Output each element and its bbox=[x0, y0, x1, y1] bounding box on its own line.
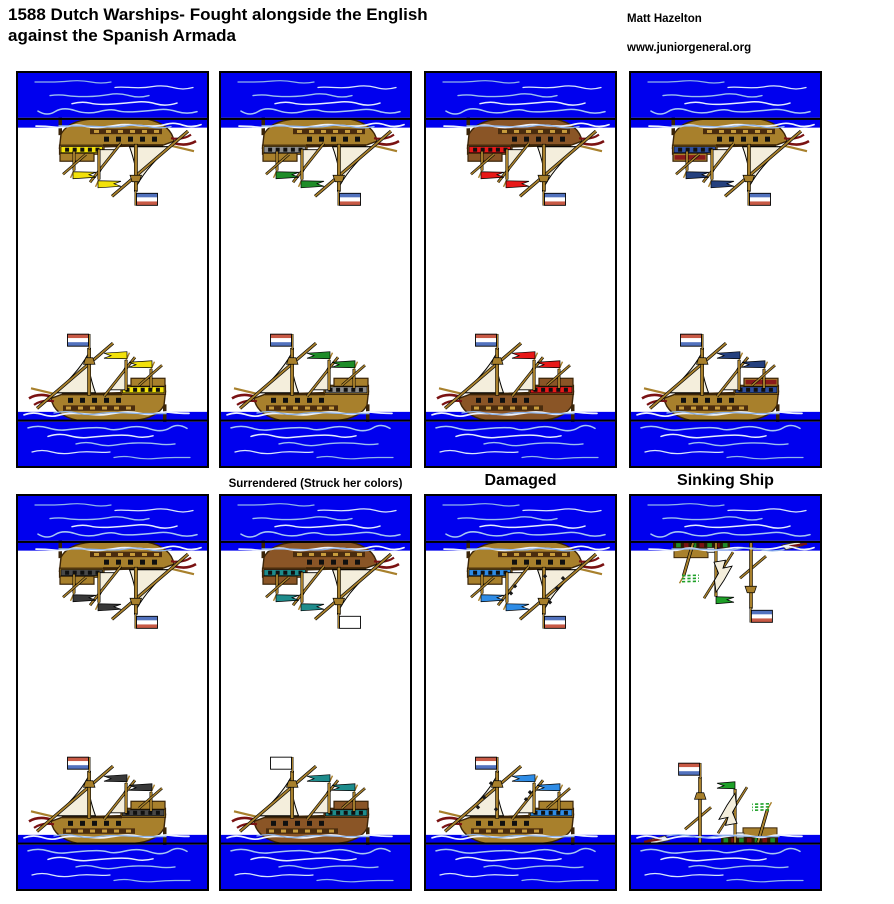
warship-yellow-squadron-scene bbox=[18, 270, 207, 467]
gunport bbox=[283, 397, 288, 402]
waterline bbox=[426, 541, 615, 543]
gunport bbox=[717, 137, 722, 142]
warship-black-squadron-scene bbox=[18, 693, 207, 890]
gunport bbox=[116, 397, 121, 402]
water-band bbox=[631, 421, 820, 466]
waterline bbox=[18, 118, 207, 120]
waterline bbox=[18, 541, 207, 543]
waterline bbox=[631, 842, 820, 844]
gunport bbox=[307, 820, 312, 825]
crows-nest bbox=[745, 586, 757, 593]
mizzen-mast bbox=[276, 151, 278, 170]
card-damaged-ship bbox=[424, 494, 617, 891]
gunport bbox=[283, 820, 288, 825]
warship-black-squadron-inverted-half bbox=[18, 496, 207, 693]
waterline bbox=[631, 419, 820, 421]
dutch-flag bbox=[545, 616, 566, 628]
gunport bbox=[512, 820, 517, 825]
water-band bbox=[18, 421, 207, 466]
gunport bbox=[331, 137, 336, 142]
card-black-squadron bbox=[16, 494, 209, 891]
warship-damaged-upright-half bbox=[426, 693, 615, 890]
gunport bbox=[128, 560, 133, 565]
water-band bbox=[221, 496, 410, 541]
poop-deck bbox=[334, 378, 368, 386]
gunport bbox=[307, 560, 312, 565]
gunport bbox=[548, 560, 553, 565]
gunport bbox=[116, 820, 121, 825]
warship-red-squadron-upright-half bbox=[426, 270, 615, 467]
warship-red-squadron-scene bbox=[426, 270, 615, 467]
mizzen-mast bbox=[150, 369, 152, 388]
gunport bbox=[536, 137, 541, 142]
warship-sinking-upright-half bbox=[631, 693, 820, 890]
page-title-line1: 1588 Dutch Warships- Fought alongside the English bbox=[8, 5, 428, 24]
gunport bbox=[512, 137, 517, 142]
caption-surrendered: Surrendered (Struck her colors) bbox=[228, 478, 403, 490]
wale-band bbox=[266, 828, 338, 834]
warship-sinking-inverted-half bbox=[631, 496, 820, 693]
gunport bbox=[524, 560, 529, 565]
mid-mast bbox=[301, 572, 304, 602]
dutch-flag bbox=[137, 616, 158, 628]
gunport bbox=[152, 137, 157, 142]
card-yellow-squadron bbox=[16, 71, 209, 468]
main-mast bbox=[291, 348, 294, 395]
mizzen-mast bbox=[353, 369, 355, 388]
gunport bbox=[765, 137, 770, 142]
gunport bbox=[104, 820, 109, 825]
gunport bbox=[729, 397, 734, 402]
gunport bbox=[319, 820, 324, 825]
main-mast bbox=[699, 777, 702, 843]
waterline bbox=[221, 118, 410, 120]
mizzen-mast bbox=[558, 369, 560, 388]
mizzen-mast bbox=[481, 574, 483, 593]
warship-surrendered-scene bbox=[221, 693, 410, 890]
gunport bbox=[560, 137, 565, 142]
warship-damaged-scene bbox=[426, 496, 615, 693]
gunport bbox=[343, 560, 348, 565]
mizzen-mast bbox=[481, 151, 483, 170]
gunport bbox=[307, 137, 312, 142]
waterline bbox=[631, 541, 820, 543]
gunport bbox=[741, 137, 746, 142]
crows-nest bbox=[492, 780, 504, 787]
card-blue-squadron bbox=[629, 71, 822, 468]
water-band bbox=[631, 844, 820, 889]
gunport bbox=[68, 397, 73, 402]
card-sinking-ship bbox=[629, 494, 822, 891]
gunport bbox=[104, 560, 109, 565]
gunport bbox=[548, 137, 553, 142]
main-mast bbox=[337, 144, 340, 191]
main-mast bbox=[747, 144, 750, 191]
gunport bbox=[295, 397, 300, 402]
gunport bbox=[536, 560, 541, 565]
mid-mast bbox=[506, 572, 509, 602]
poop-deck bbox=[60, 576, 94, 584]
mid-mast bbox=[125, 360, 128, 390]
poop-deck bbox=[539, 378, 573, 386]
gunport bbox=[512, 560, 517, 565]
gunport bbox=[355, 560, 360, 565]
website-credit: www.juniorgeneral.org bbox=[627, 42, 752, 54]
waterline bbox=[221, 541, 410, 543]
mid-mast bbox=[301, 149, 304, 179]
main-mast bbox=[337, 567, 340, 614]
crows-nest bbox=[538, 598, 550, 605]
crows-nest bbox=[287, 357, 299, 364]
gunport bbox=[128, 137, 133, 142]
waterline bbox=[221, 842, 410, 844]
warship-sinking-scene bbox=[631, 693, 820, 890]
gunport bbox=[116, 137, 121, 142]
crows-nest bbox=[333, 175, 345, 182]
mizzen-mast bbox=[276, 574, 278, 593]
wale-band bbox=[90, 552, 162, 558]
wale-band bbox=[676, 405, 748, 411]
dutch-flag bbox=[476, 334, 497, 346]
page-title-line2: against the Spanish Armada bbox=[8, 26, 236, 45]
mid-mast bbox=[533, 360, 536, 390]
waterline bbox=[426, 842, 615, 844]
wale-band bbox=[63, 828, 135, 834]
mizzen-mast bbox=[763, 369, 765, 388]
poop-deck bbox=[60, 153, 94, 161]
card-surrendered-ship bbox=[219, 494, 412, 891]
crows-nest bbox=[743, 175, 755, 182]
wale-band bbox=[703, 129, 775, 135]
mizzen-mast bbox=[686, 151, 688, 170]
warship-surrendered-inverted-half bbox=[221, 496, 410, 693]
waterline bbox=[18, 842, 207, 844]
warship-blue-squadron-upright-half bbox=[631, 270, 820, 467]
warship-yellow-squadron-inverted-half bbox=[18, 73, 207, 270]
crows-nest bbox=[697, 357, 709, 364]
main-mast bbox=[750, 542, 753, 608]
gunport bbox=[705, 397, 710, 402]
dutch-flag bbox=[476, 757, 497, 769]
dutch-flag bbox=[751, 610, 772, 622]
main-mast bbox=[134, 567, 137, 614]
gunport bbox=[512, 397, 517, 402]
gunport bbox=[92, 397, 97, 402]
warship-yellow-squadron-scene bbox=[18, 73, 207, 270]
gunport bbox=[753, 137, 758, 142]
mid-mast bbox=[533, 783, 536, 813]
gunport bbox=[331, 560, 336, 565]
mid-mast bbox=[506, 149, 509, 179]
warship-green-squadron-scene bbox=[221, 73, 410, 270]
gunport bbox=[500, 820, 505, 825]
wale-band bbox=[293, 129, 365, 135]
gunport bbox=[116, 560, 121, 565]
crows-nest bbox=[84, 357, 96, 364]
main-mast bbox=[134, 144, 137, 191]
gunport bbox=[681, 397, 686, 402]
mizzen-mast bbox=[73, 151, 75, 170]
white-flag bbox=[271, 757, 292, 769]
card-red-squadron bbox=[424, 71, 617, 468]
main-mast bbox=[291, 771, 294, 818]
poop-deck bbox=[263, 153, 297, 161]
mizzen-mast bbox=[73, 574, 75, 593]
crows-nest bbox=[538, 175, 550, 182]
mid-mast bbox=[98, 572, 101, 602]
card-green-squadron bbox=[219, 71, 412, 468]
gunport bbox=[524, 397, 529, 402]
warship-blue-squadron-inverted-half bbox=[631, 73, 820, 270]
dutch-flag bbox=[750, 193, 771, 205]
gunport bbox=[152, 560, 157, 565]
mizzen-mast bbox=[150, 792, 152, 811]
wale-band bbox=[471, 828, 543, 834]
poop-deck bbox=[131, 378, 165, 386]
main-mast bbox=[542, 144, 545, 191]
page-title bbox=[8, 4, 548, 46]
poop-deck bbox=[468, 576, 502, 584]
waterline bbox=[221, 419, 410, 421]
water-band bbox=[631, 73, 820, 118]
main-mast bbox=[496, 348, 499, 395]
wale-band bbox=[90, 129, 162, 135]
gunport bbox=[343, 137, 348, 142]
water-band bbox=[426, 73, 615, 118]
warship-damaged-inverted-half bbox=[426, 496, 615, 693]
mizzen-mast bbox=[353, 792, 355, 811]
dutch-flag bbox=[340, 193, 361, 205]
mid-mast bbox=[738, 360, 741, 390]
caption-sinking: Sinking Ship bbox=[677, 472, 774, 489]
warship-black-squadron-scene bbox=[18, 496, 207, 693]
water-band bbox=[18, 496, 207, 541]
gunport bbox=[319, 137, 324, 142]
gunport bbox=[307, 397, 312, 402]
crows-nest bbox=[84, 780, 96, 787]
poop-deck bbox=[263, 576, 297, 584]
gunport bbox=[104, 137, 109, 142]
warship-blue-squadron-scene bbox=[631, 270, 820, 467]
poop-deck bbox=[539, 801, 573, 809]
gunport bbox=[560, 560, 565, 565]
gunport bbox=[92, 820, 97, 825]
water-band bbox=[426, 421, 615, 466]
gunport bbox=[355, 137, 360, 142]
poop-deck bbox=[468, 153, 502, 161]
main-mast bbox=[88, 348, 91, 395]
gunport bbox=[295, 820, 300, 825]
dutch-flag bbox=[545, 193, 566, 205]
gunport bbox=[476, 820, 481, 825]
crows-nest bbox=[492, 357, 504, 364]
crows-nest bbox=[130, 598, 142, 605]
waterline bbox=[631, 118, 820, 120]
crows-nest bbox=[333, 598, 345, 605]
white-flag bbox=[340, 616, 361, 628]
wale-band bbox=[498, 552, 570, 558]
warship-green-squadron-upright-half bbox=[221, 270, 410, 467]
gunport bbox=[319, 397, 324, 402]
dutch-flag bbox=[137, 193, 158, 205]
poop-deck bbox=[334, 801, 368, 809]
waterline bbox=[426, 118, 615, 120]
crows-nest bbox=[287, 780, 299, 787]
wale-band bbox=[293, 552, 365, 558]
dutch-flag bbox=[681, 334, 702, 346]
warship-sinking-scene bbox=[631, 496, 820, 693]
water-band bbox=[631, 496, 820, 541]
water-band bbox=[221, 73, 410, 118]
warship-green-squadron-inverted-half bbox=[221, 73, 410, 270]
warship-blue-squadron-scene bbox=[631, 73, 820, 270]
gunport bbox=[271, 397, 276, 402]
gunport bbox=[140, 560, 145, 565]
wale-band bbox=[471, 405, 543, 411]
water-band bbox=[18, 73, 207, 118]
mid-mast bbox=[328, 783, 331, 813]
stern-band bbox=[746, 379, 777, 384]
wale-band bbox=[266, 405, 338, 411]
water-band bbox=[426, 844, 615, 889]
main-mast bbox=[88, 771, 91, 818]
mid-mast bbox=[98, 149, 101, 179]
dutch-flag bbox=[68, 334, 89, 346]
water-band bbox=[221, 844, 410, 889]
crows-nest bbox=[695, 792, 707, 799]
stern-band bbox=[675, 155, 706, 160]
wale-band bbox=[498, 129, 570, 135]
gunport bbox=[271, 820, 276, 825]
gunport bbox=[80, 397, 85, 402]
gunport bbox=[500, 397, 505, 402]
water-band bbox=[426, 496, 615, 541]
mizzen-mast bbox=[558, 792, 560, 811]
poop-deck bbox=[131, 801, 165, 809]
gunport bbox=[140, 137, 145, 142]
gunport bbox=[488, 397, 493, 402]
warship-yellow-squadron-upright-half bbox=[18, 270, 207, 467]
warship-surrendered-scene bbox=[221, 496, 410, 693]
gunport bbox=[729, 137, 734, 142]
warship-green-squadron-scene bbox=[221, 270, 410, 467]
gunport bbox=[319, 560, 324, 565]
mid-mast bbox=[125, 783, 128, 813]
main-mast bbox=[701, 348, 704, 395]
mid-mast bbox=[328, 360, 331, 390]
gunport bbox=[104, 397, 109, 402]
gunport bbox=[717, 397, 722, 402]
caption-damaged: Damaged bbox=[484, 472, 557, 489]
warship-red-squadron-scene bbox=[426, 73, 615, 270]
gunport bbox=[693, 397, 698, 402]
author-credit: Matt Hazelton bbox=[627, 13, 702, 25]
mid-mast bbox=[711, 149, 714, 179]
wale-band bbox=[63, 405, 135, 411]
gunport bbox=[488, 820, 493, 825]
gunport bbox=[80, 820, 85, 825]
gunport bbox=[476, 397, 481, 402]
gunport bbox=[68, 820, 73, 825]
waterline bbox=[426, 419, 615, 421]
gunport bbox=[524, 820, 529, 825]
warship-damaged-scene bbox=[426, 693, 615, 890]
water-band bbox=[221, 421, 410, 466]
dutch-flag bbox=[68, 757, 89, 769]
warship-black-squadron-upright-half bbox=[18, 693, 207, 890]
warship-surrendered-upright-half bbox=[221, 693, 410, 890]
water-band bbox=[18, 844, 207, 889]
warship-red-squadron-inverted-half bbox=[426, 73, 615, 270]
dutch-flag bbox=[679, 763, 700, 775]
gunport bbox=[524, 137, 529, 142]
waterline bbox=[18, 419, 207, 421]
crows-nest bbox=[130, 175, 142, 182]
dutch-flag bbox=[271, 334, 292, 346]
